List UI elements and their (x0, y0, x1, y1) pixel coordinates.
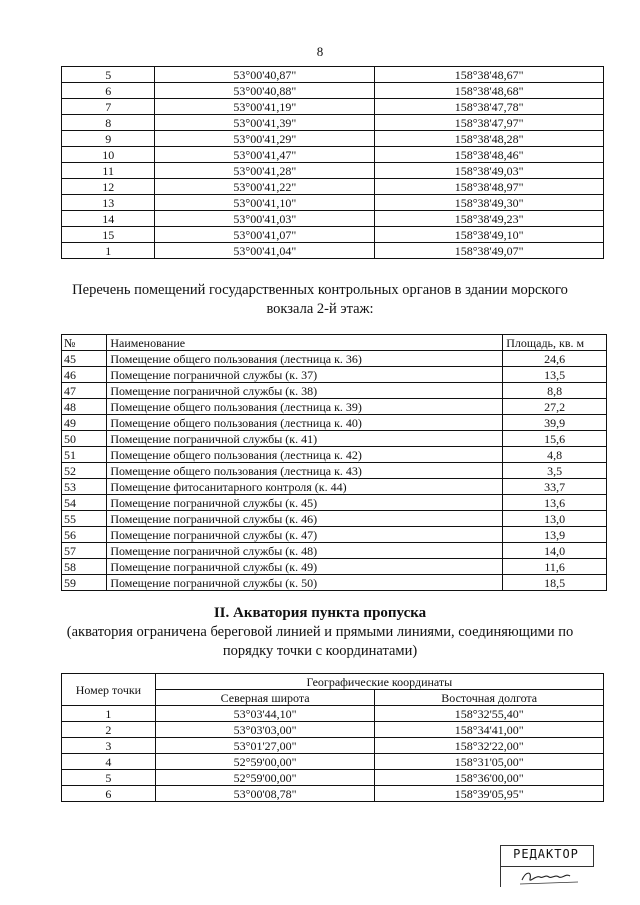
aquatory-table (61, 673, 604, 802)
room-row-cell: 8,8 (503, 383, 607, 399)
coords-row (62, 67, 604, 83)
room-row (62, 351, 607, 367)
room-row-cell: Помещение пограничной службы (к. 48) (107, 543, 503, 559)
room-row-cell: 46 (62, 367, 107, 383)
room-row-cell: Помещение общего пользования (лестница к. 42) (107, 447, 503, 463)
coords-row-cell: 53°00'41,47" (155, 147, 375, 163)
coordinates-table-continued (61, 66, 604, 259)
coords-row-cell: 53°00'41,07" (155, 227, 375, 243)
coords-row-cell: 15 (62, 227, 155, 243)
aquatory-row (62, 706, 604, 722)
stamp-text: РЕДАКТОР (513, 847, 579, 861)
room-row-cell: 13,5 (503, 367, 607, 383)
coords-row-cell: 53°00'41,28" (155, 163, 375, 179)
aquatory-header-lon: Восточная долгота (375, 690, 604, 706)
room-row-cell: 3,5 (503, 463, 607, 479)
room-row (62, 463, 607, 479)
rooms-header-area: Площадь, кв. м (503, 335, 607, 351)
room-row-cell: 11,6 (503, 559, 607, 575)
coords-row-cell: 7 (62, 99, 155, 115)
coords-row-cell: 158°38'49,30" (375, 195, 604, 211)
rooms-table-header (62, 335, 607, 351)
aquatory-row-cell: 1 (62, 706, 156, 722)
room-row-cell: 18,5 (503, 575, 607, 591)
section-subtitle-line2: порядку точки с координатами) (222, 643, 418, 659)
coords-row-cell: 12 (62, 179, 155, 195)
room-row (62, 479, 607, 495)
stamp-side-line (500, 867, 501, 887)
room-row-cell: 13,9 (503, 527, 607, 543)
coords-row (62, 195, 604, 211)
room-row (62, 575, 607, 591)
aquatory-row-cell: 158°32'22,00" (375, 738, 604, 754)
coords-row (62, 147, 604, 163)
coords-row-cell: 158°38'48,68" (375, 83, 604, 99)
coords-row-cell: 14 (62, 211, 155, 227)
room-row-cell: 57 (62, 543, 107, 559)
room-row-cell: 15,6 (503, 431, 607, 447)
room-row-cell: Помещение пограничной службы (к. 49) (107, 559, 503, 575)
aquatory-header-row1 (62, 674, 604, 690)
room-row-cell: 55 (62, 511, 107, 527)
coords-row-cell: 53°00'40,87" (155, 67, 375, 83)
aquatory-header-geo: Географические координаты (155, 674, 603, 690)
room-row-cell: 33,7 (503, 479, 607, 495)
room-row-cell: 48 (62, 399, 107, 415)
coords-row-cell: 158°38'48,97" (375, 179, 604, 195)
aquatory-row-cell: 53°01'27,00" (155, 738, 375, 754)
coords-row-cell: 8 (62, 115, 155, 131)
section-title: II. Акватория пункта пропуска (213, 605, 427, 621)
page-number: 8 (316, 44, 324, 59)
coords-row (62, 83, 604, 99)
room-row-cell: Помещение общего пользования (лестница к. 36) (107, 351, 503, 367)
coords-row-cell: 13 (62, 195, 155, 211)
rooms-header-name: Наименование (107, 335, 503, 351)
room-row-cell: 52 (62, 463, 107, 479)
aquatory-row-cell: 53°03'44,10" (155, 706, 375, 722)
coords-row (62, 211, 604, 227)
aquatory-row-cell: 158°34'41,00" (375, 722, 604, 738)
coords-row-cell: 53°00'41,10" (155, 195, 375, 211)
aquatory-row-cell: 158°32'55,40" (375, 706, 604, 722)
aquatory-row (62, 770, 604, 786)
aquatory-row-cell: 5 (62, 770, 156, 786)
aquatory-row-cell: 158°31'05,00" (375, 754, 604, 770)
coords-row-cell: 9 (62, 131, 155, 147)
coords-row-cell: 53°00'40,88" (155, 83, 375, 99)
room-row (62, 511, 607, 527)
room-row-cell: 45 (62, 351, 107, 367)
room-row (62, 367, 607, 383)
room-row (62, 431, 607, 447)
coords-row (62, 243, 604, 259)
room-row (62, 559, 607, 575)
aquatory-row-cell: 158°39'05,95" (375, 786, 604, 802)
coords-row (62, 179, 604, 195)
coords-row-cell: 158°38'47,78" (375, 99, 604, 115)
room-row-cell: 59 (62, 575, 107, 591)
room-row (62, 383, 607, 399)
coords-row (62, 227, 604, 243)
coords-row-cell: 158°38'49,03" (375, 163, 604, 179)
rooms-heading (0, 281, 640, 319)
coords-row (62, 163, 604, 179)
aquatory-row-cell: 158°36'00,00" (375, 770, 604, 786)
aquatory-row-cell: 52°59'00,00" (155, 770, 375, 786)
rooms-heading-line1: Перечень помещений государственных контрольных органов в здании морского (72, 282, 568, 298)
room-row-cell: Помещение фитосанитарного контроля (к. 44) (107, 479, 503, 495)
section-subtitle-line1: (акватория ограничена береговой линией и прямыми линиями, соединяющими по (66, 624, 574, 640)
coords-row-cell: 53°00'41,29" (155, 131, 375, 147)
room-row-cell: Помещение пограничной службы (к. 46) (107, 511, 503, 527)
room-row-cell: Помещение пограничной службы (к. 50) (107, 575, 503, 591)
room-row-cell: 4,8 (503, 447, 607, 463)
aquatory-row-cell: 2 (62, 722, 156, 738)
aquatory-header-lat: Северная широта (155, 690, 375, 706)
room-row-cell: 13,0 (503, 511, 607, 527)
coords-row-cell: 53°00'41,04" (155, 243, 375, 259)
room-row (62, 399, 607, 415)
room-row-cell: 56 (62, 527, 107, 543)
room-row-cell: Помещение пограничной службы (к. 37) (107, 367, 503, 383)
coords-row-cell: 158°38'49,23" (375, 211, 604, 227)
room-row-cell: Помещение пограничной службы (к. 47) (107, 527, 503, 543)
coords-row-cell: 1 (62, 243, 155, 259)
rooms-header-num: № (62, 335, 107, 351)
coords-row (62, 115, 604, 131)
room-row-cell: 47 (62, 383, 107, 399)
signature-mark (514, 865, 584, 887)
editor-stamp (500, 845, 594, 889)
coords-row-cell: 53°00'41,03" (155, 211, 375, 227)
room-row-cell: 51 (62, 447, 107, 463)
aquatory-row-cell: 53°00'08,78" (155, 786, 375, 802)
aquatory-row-cell: 3 (62, 738, 156, 754)
room-row-cell: Помещение общего пользования (лестница к. 39) (107, 399, 503, 415)
aquatory-row-cell: 53°03'03,00" (155, 722, 375, 738)
room-row-cell: Помещение пограничной службы (к. 38) (107, 383, 503, 399)
room-row-cell: 53 (62, 479, 107, 495)
room-row-cell: 27,2 (503, 399, 607, 415)
rooms-table (61, 334, 607, 591)
room-row-cell: 24,6 (503, 351, 607, 367)
aquatory-row (62, 738, 604, 754)
coords-row-cell: 53°00'41,19" (155, 99, 375, 115)
room-row-cell: 39,9 (503, 415, 607, 431)
coords-row-cell: 10 (62, 147, 155, 163)
coords-row-cell: 158°38'47,97" (375, 115, 604, 131)
room-row (62, 415, 607, 431)
aquatory-row (62, 722, 604, 738)
aquatory-header-point: Номер точки (62, 674, 156, 706)
room-row (62, 543, 607, 559)
coords-row-cell: 5 (62, 67, 155, 83)
coords-row-cell: 158°38'49,10" (375, 227, 604, 243)
aquatory-row-cell: 52°59'00,00" (155, 754, 375, 770)
aquatory-row (62, 786, 604, 802)
aquatory-row (62, 754, 604, 770)
room-row-cell: 54 (62, 495, 107, 511)
room-row-cell: Помещение общего пользования (лестница к. 43) (107, 463, 503, 479)
room-row (62, 527, 607, 543)
room-row-cell: 58 (62, 559, 107, 575)
room-row-cell: 13,6 (503, 495, 607, 511)
coords-row (62, 131, 604, 147)
coords-row-cell: 158°38'48,67" (375, 67, 604, 83)
rooms-heading-line2: вокзала 2-й этаж: (266, 301, 374, 317)
room-row-cell: 50 (62, 431, 107, 447)
coords-row-cell: 158°38'48,28" (375, 131, 604, 147)
coords-row-cell: 11 (62, 163, 155, 179)
room-row (62, 447, 607, 463)
coords-row (62, 99, 604, 115)
coords-row-cell: 53°00'41,39" (155, 115, 375, 131)
coords-row-cell: 158°38'48,46" (375, 147, 604, 163)
section-subtitle (0, 623, 640, 661)
aquatory-row-cell: 6 (62, 786, 156, 802)
coords-row-cell: 53°00'41,22" (155, 179, 375, 195)
room-row-cell: 14,0 (503, 543, 607, 559)
room-row-cell: 49 (62, 415, 107, 431)
coords-row-cell: 158°38'49,07" (375, 243, 604, 259)
aquatory-row-cell: 4 (62, 754, 156, 770)
room-row-cell: Помещение пограничной службы (к. 41) (107, 431, 503, 447)
room-row-cell: Помещение общего пользования (лестница к. 40) (107, 415, 503, 431)
coords-row-cell: 6 (62, 83, 155, 99)
room-row-cell: Помещение пограничной службы (к. 45) (107, 495, 503, 511)
room-row (62, 495, 607, 511)
